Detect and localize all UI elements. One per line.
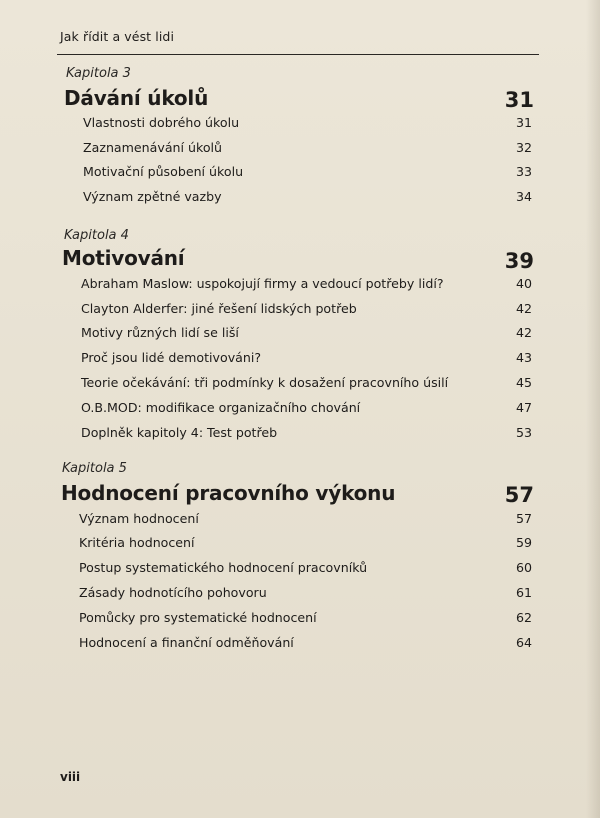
chapter-title: Hodnocení pracovního výkonu <box>61 481 396 505</box>
toc-entry-page: 43 <box>515 350 532 365</box>
chapter-label: Kapitola 5 <box>62 461 127 476</box>
toc-entry <box>0 610 600 630</box>
toc-entry-page: 31 <box>515 115 532 130</box>
toc-entry <box>0 164 600 184</box>
toc-entry <box>0 325 600 345</box>
toc-entry-page: 32 <box>515 140 532 155</box>
toc-entry <box>0 560 600 580</box>
toc-entry-page: 34 <box>515 189 532 204</box>
toc-entry-title: Postup systematického hodnocení pracovníků <box>79 560 368 575</box>
toc-entry-title: Motivy různých lidí se liší <box>81 325 239 340</box>
toc-entry-title: Abraham Maslow: uspokojují firmy a vedoucí potřeby lidí? <box>81 276 444 291</box>
toc-entry-page: 47 <box>515 400 532 415</box>
running-head: Jak řídit a vést lidi <box>60 29 175 44</box>
toc-entry <box>0 189 600 209</box>
toc-entry-title: Hodnocení a finanční odměňování <box>79 635 294 650</box>
toc-entry <box>0 140 600 160</box>
chapter-title: Motivování <box>62 246 185 270</box>
toc-entry <box>0 400 600 420</box>
toc-entry <box>0 425 600 445</box>
page-number: viii <box>60 770 81 784</box>
chapter-page-number: 57 <box>504 483 534 507</box>
toc-entry-title: Význam zpětné vazby <box>83 189 222 204</box>
toc-entry-title: Pomůcky pro systematické hodnocení <box>79 610 317 625</box>
toc-entry <box>0 276 600 296</box>
toc-entry-page: 62 <box>515 610 532 625</box>
toc-entry-title: Zaznamenávání úkolů <box>83 140 223 155</box>
chapter-title: Dávání úkolů <box>64 86 209 110</box>
toc-entry-title: Clayton Alderfer: jiné řešení lidských potřeb <box>81 301 357 316</box>
toc-entry-page: 60 <box>515 560 532 575</box>
toc-entry <box>0 115 600 135</box>
chapter-page-number: 39 <box>504 249 534 273</box>
toc-entry <box>0 511 600 531</box>
toc-entry-page: 64 <box>515 635 532 650</box>
toc-entry-page: 42 <box>515 325 532 340</box>
toc-entry-title: Proč jsou lidé demotivováni? <box>81 350 262 365</box>
toc-entry-title: Význam hodnocení <box>79 511 199 526</box>
toc-entry-title: Teorie očekávání: tři podmínky k dosažení pracovního úsilí <box>81 375 449 390</box>
toc-entry <box>0 535 600 555</box>
toc-entry <box>0 585 600 605</box>
header-rule <box>57 54 539 55</box>
toc-entry-page: 61 <box>515 585 532 600</box>
toc-entry-title: Doplněk kapitoly 4: Test potřeb <box>81 425 278 440</box>
toc-entry-title: Motivační působení úkolu <box>83 164 244 179</box>
toc-entry-page: 40 <box>515 276 532 291</box>
toc-entry <box>0 635 600 655</box>
chapter-page-number: 31 <box>504 88 534 112</box>
toc-entry-page: 42 <box>515 301 532 316</box>
toc-entry-page: 53 <box>515 425 532 440</box>
toc-entry-title: Kritéria hodnocení <box>79 535 195 550</box>
toc-entry-page: 33 <box>515 164 532 179</box>
chapter-label: Kapitola 4 <box>64 228 129 243</box>
toc-entry-title: O.B.MOD: modifikace organizačního chování <box>81 400 361 415</box>
toc-entry-page: 59 <box>515 535 532 550</box>
toc-entry-page: 45 <box>515 375 532 390</box>
toc-entry <box>0 350 600 370</box>
toc-entry-title: Zásady hodnotícího pohovoru <box>79 585 267 600</box>
toc-entry-title: Vlastnosti dobrého úkolu <box>83 115 240 130</box>
toc-entry-page: 57 <box>515 511 532 526</box>
toc-entry <box>0 375 600 395</box>
chapter-label: Kapitola 3 <box>66 66 131 81</box>
toc-entry <box>0 301 600 321</box>
